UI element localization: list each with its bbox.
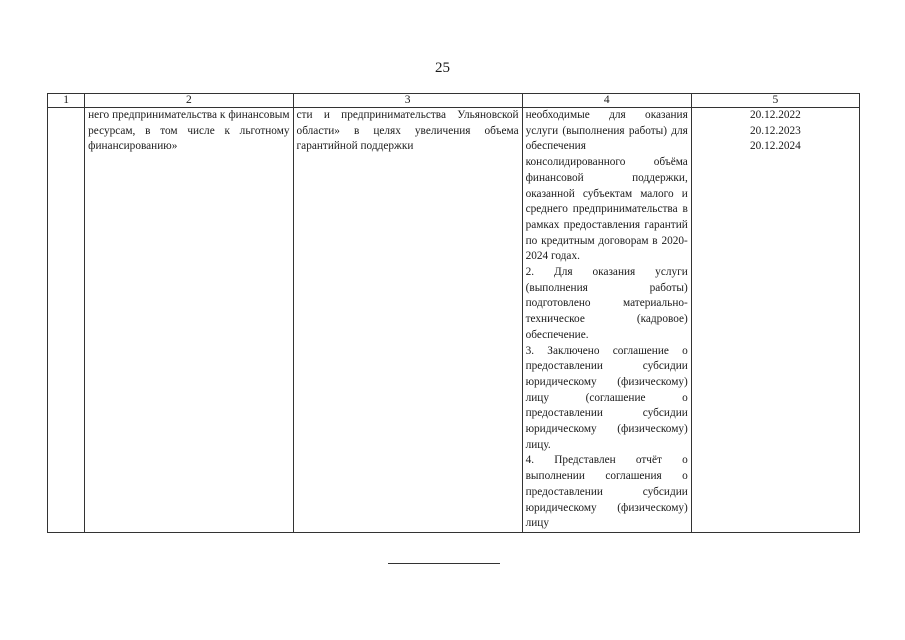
cell-deadlines [691, 108, 859, 533]
column-header-1: 1 [48, 94, 85, 108]
document-table [47, 93, 860, 533]
deadline-date: 20.12.2022 [749, 109, 801, 121]
cell-number [48, 108, 85, 533]
cell-results [522, 108, 691, 533]
column-header-5: 5 [691, 94, 859, 108]
result-paragraph: необходимые для оказания услуги (выполнения работы) для обеспечения консолидированного объёма финансовой поддержки, оказанной субъектам малого и среднего предпринимательства в рамках предоставления гарантий по кредитным договорам в 2020-2024 годах. [525, 109, 688, 263]
deadline-date: 20.12.2023 [749, 124, 801, 137]
footnote-divider [388, 563, 500, 564]
header-row [48, 94, 860, 108]
result-paragraph: 3. Заключено соглашение о предоставлении субсидии юридическому (физическому) лицу (соглашение о предоставлении субсидии юридическому (физическому) лицу. [525, 344, 688, 451]
deadline-date: 20.12.2024 [749, 140, 801, 153]
result-paragraph: 2. Для оказания услуги (выполнения работы) подготовлено материально-техническое (кадровое) обеспечение. [525, 266, 688, 341]
table-row [48, 108, 860, 533]
column-header-2: 2 [85, 94, 293, 108]
cell-task: него предпринимательства к финансовым ресурсам, в том числе к льготному финансированию» [85, 108, 293, 533]
column-header-4: 4 [522, 94, 691, 108]
column-header-3: 3 [293, 94, 522, 108]
page-number: 25 [435, 60, 450, 76]
cell-event: сти и предпринимательства Ульяновской области» в целях увеличения объема гарантийной поддержки [293, 108, 522, 533]
result-paragraph: 4. Представлен отчёт о выполнении соглашения о предоставлении субсидии юридическому (физическому) лицу [525, 454, 688, 530]
